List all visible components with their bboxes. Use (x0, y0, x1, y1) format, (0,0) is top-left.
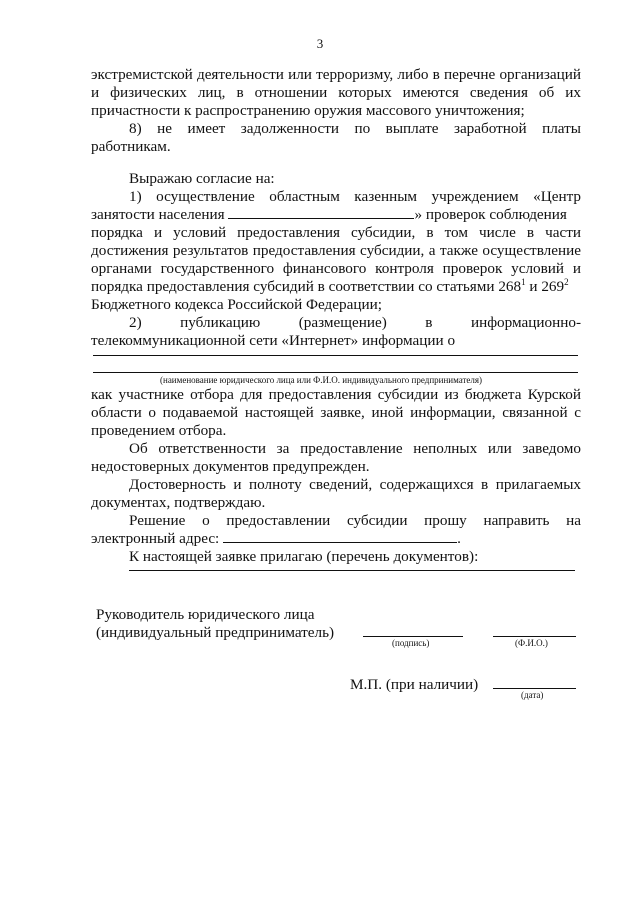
text-fragment: порядка предоставления субсидий в соответствии со статьями 268 (91, 278, 522, 295)
text-line: Выражаю согласие на: (129, 170, 275, 187)
fill-line (93, 372, 578, 373)
text-line: органами государственного финансового контроля проверок условий и (91, 260, 581, 277)
text-fragment: электронный адрес: (91, 530, 220, 547)
superscript: 1 (521, 277, 526, 287)
date-line (493, 688, 576, 689)
text-line: Решение о предоставлении субсидии прошу направить на (129, 512, 581, 529)
signature-line (363, 636, 463, 637)
field-caption: (наименование юридического лица или Ф.И.О. индивидуального предпринимателя) (160, 375, 483, 385)
text-line: телекоммуникационной сети «Интернет» информации о (91, 332, 456, 349)
superscript: 2 (564, 277, 569, 287)
text-line: Об ответственности за предоставление неполных или заведомо (129, 440, 581, 457)
fill-line (129, 570, 575, 571)
signature-label: (индивидуальный предприниматель) (96, 624, 335, 641)
text-line: порядка и условий предоставления субсидии, в том числе в части (91, 224, 581, 241)
text-fragment: » проверок соблюдения (414, 206, 567, 223)
text-fragment: занятости населения (91, 206, 225, 223)
fill-line (93, 355, 578, 356)
text-line: экстремистской деятельности или терроризму, либо в перечне организаций (91, 66, 581, 83)
text-line: Достоверность и полноту сведений, содержащихся в прилагаемых (129, 476, 581, 493)
text-line: К настоящей заявке прилагаю (перечень документов): (129, 548, 479, 565)
field-caption: (Ф.И.О.) (515, 638, 548, 648)
text-line: проведением отбора. (91, 422, 227, 439)
text-line: как участнике отбора для предоставления субсидии из бюджета Курской (91, 386, 581, 403)
text-line: причастности к распространению оружия массового уничтожения; (91, 102, 525, 119)
signature-label: Руководитель юридического лица (96, 606, 315, 623)
page-number: 3 (316, 36, 324, 51)
blank-field-email (223, 530, 457, 543)
name-line (493, 636, 576, 637)
text-line: достижения результатов предоставления субсидии, а также осуществление (91, 242, 581, 259)
blank-field-center (228, 206, 414, 219)
text-line: 8) не имеет задолженности по выплате заработной платы (129, 120, 581, 137)
text-line: области о подаваемой настоящей заявке, иной информации, связанной с (91, 404, 581, 421)
text-line: 2) публикацию (размещение) в информационно- (129, 314, 581, 331)
field-caption: (подпись) (392, 638, 430, 648)
field-caption: (дата) (521, 690, 544, 700)
text-line: работникам. (91, 138, 171, 155)
text-line (91, 278, 581, 295)
text-line (91, 530, 581, 547)
text-line: Бюджетного кодекса Российской Федерации; (91, 296, 382, 313)
text-line: и физических лиц, в отношении которых имеются сведения об их (91, 84, 581, 101)
text-line (91, 206, 581, 223)
text-fragment: и 269 (525, 278, 565, 295)
stamp-label: М.П. (при наличии) (350, 676, 479, 693)
text-fragment: . (457, 530, 461, 547)
text-line: 1) осуществление областным казенным учреждением «Центр (129, 188, 581, 205)
text-line: недостоверных документов предупрежден. (91, 458, 370, 475)
text-line: документах, подтверждаю. (91, 494, 266, 511)
